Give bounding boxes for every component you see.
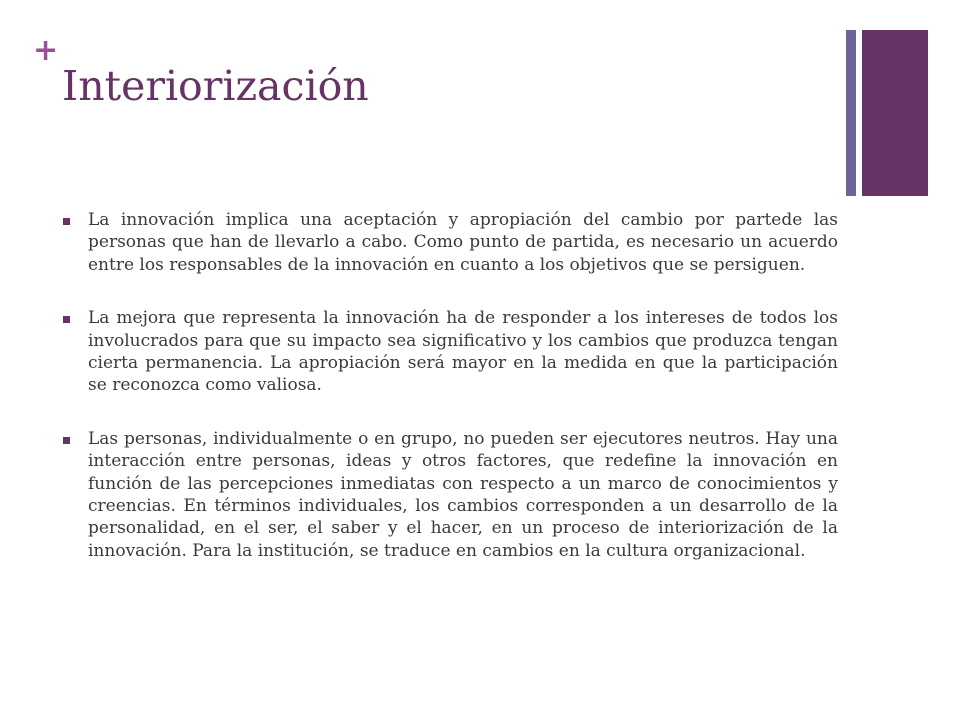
bullet-item (62, 428, 838, 562)
square-bullet-icon (63, 316, 70, 323)
bullet-text: La mejora que representa la innovación ha de responder a los intereses de todos los involucrados para que su impacto sea significativo y los cambios que produzca tengan cierta permanencia. La apropiación será mayor en la medida en que la participación se reconozca como valiosa. (88, 308, 838, 396)
bullet-list (62, 209, 838, 593)
bullet-item (62, 307, 838, 397)
bullet-item (62, 209, 838, 276)
square-bullet-icon (63, 437, 70, 444)
decorative-bar-thin (846, 30, 856, 196)
square-bullet-icon (63, 218, 70, 225)
bullet-text: Las personas, individualmente o en grupo, no pueden ser ejecutores neutros. Hay una interacción entre personas, ideas y otros factores, que redefine la innovación en función de las percepciones inmediatas con respecto a un marco de conocimientos y creencias. En términos individuales, los cambios corresponden a un desarrollo de la personalidad, en el ser, el saber y el hacer, en un proceso de interiorización de la innovación. Para la institución, se traduce en cambios en la cultura organizacional. (88, 428, 838, 561)
plus-icon: + (33, 33, 59, 68)
bullet-text: La innovación implica una aceptación y apropiación del cambio por partede las personas que han de llevarlo a cabo. Como punto de partida, es necesario un acuerdo entre los responsables de la innovación en cuanto a los objetivos que se persiguen. (88, 210, 838, 275)
slide-title: Interiorización (62, 62, 369, 110)
decorative-bar-wide (862, 30, 928, 196)
